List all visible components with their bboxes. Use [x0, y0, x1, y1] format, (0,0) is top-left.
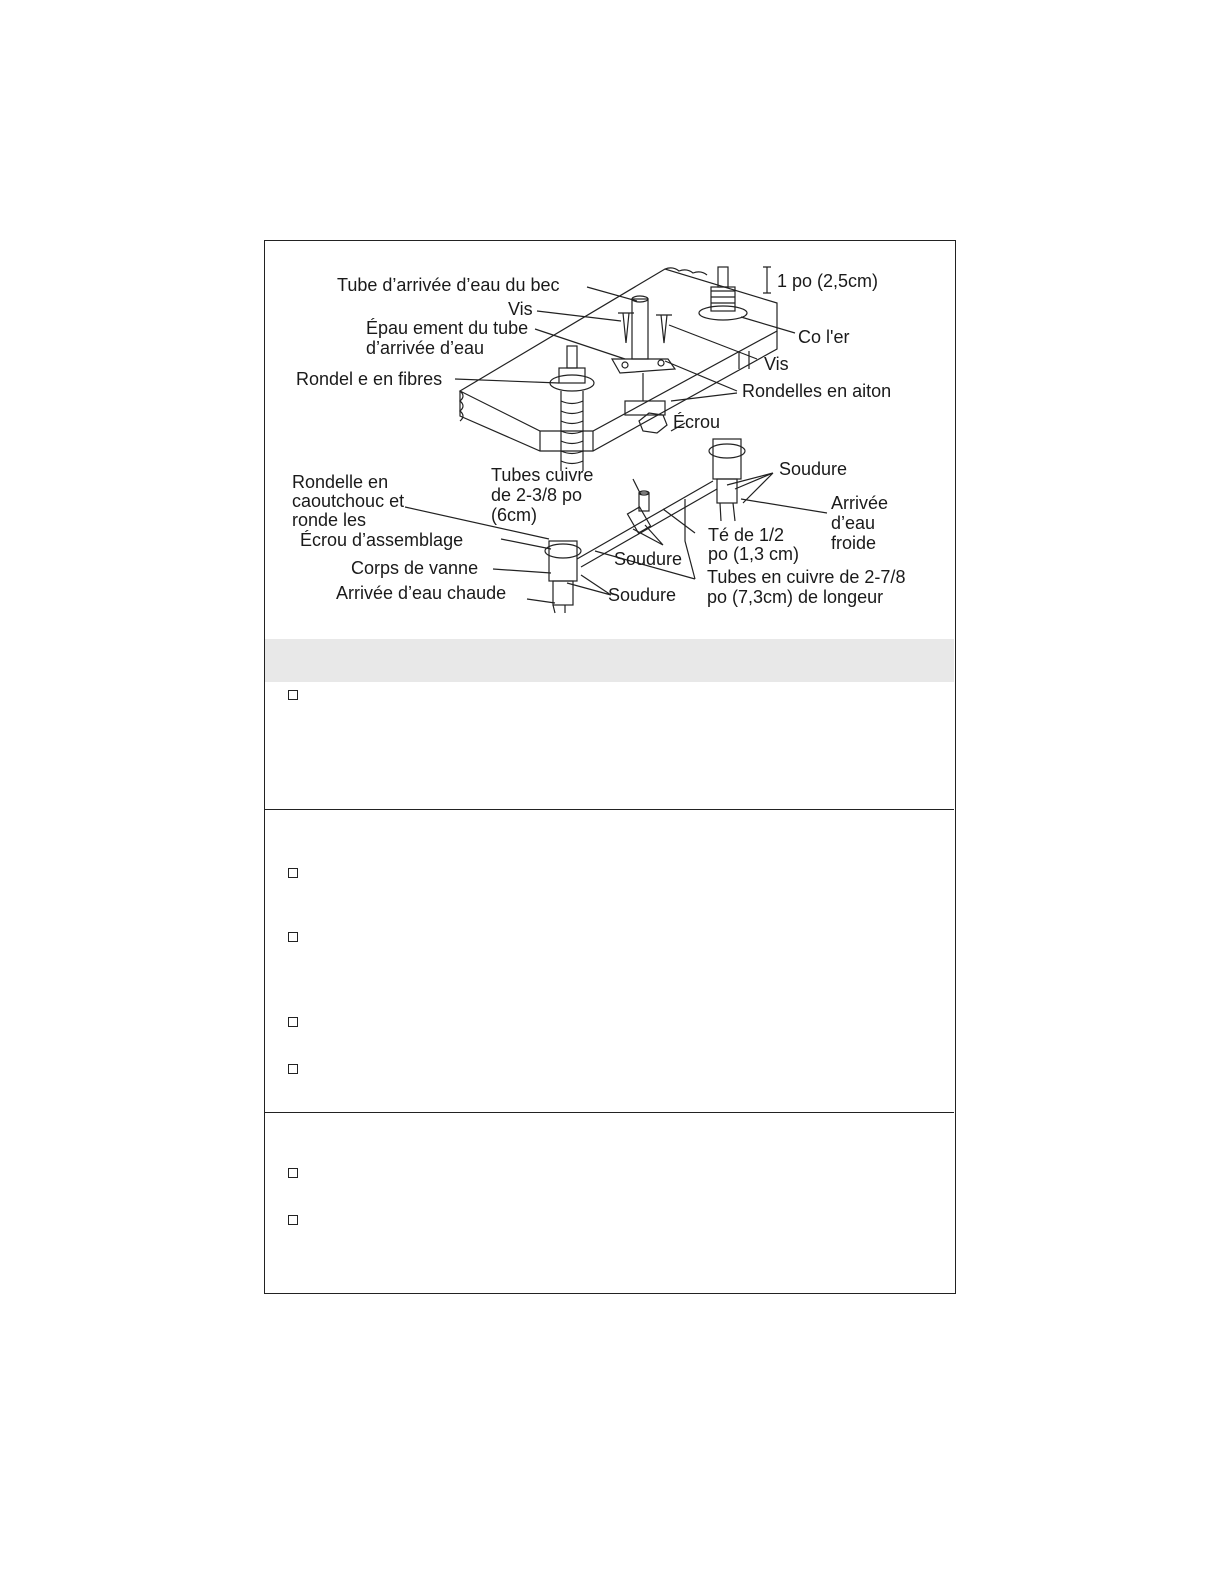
label-copper-tubes-long-1: Tubes en cuivre de 2-7/8 [707, 567, 906, 587]
checkbox[interactable] [288, 1064, 298, 1074]
right-valve-upper [699, 267, 749, 369]
label-rubber-washer-2: caoutchouc et [292, 491, 405, 511]
label-solder-right: Soudure [779, 459, 848, 479]
label-tube-shoulder-2: d’arrivée d’eau [366, 338, 485, 358]
label-screw-top: Vis [508, 299, 533, 319]
label-hot-supply: Arrivée d’eau chaude [336, 583, 507, 603]
label-copper-tubes-short-1: Tubes cuivre [491, 465, 594, 485]
label-solder-bottom: Soudure [608, 585, 677, 605]
checkbox[interactable] [288, 690, 298, 700]
label-copper-tubes-short-2: de 2-3/8 po [491, 485, 583, 505]
checkbox[interactable] [288, 1168, 298, 1178]
installation-diagram [265, 241, 954, 640]
checkbox[interactable] [288, 1215, 298, 1225]
label-collar: Co l'er [798, 327, 850, 347]
label-valve-body: Corps de vanne [351, 558, 479, 578]
label-cold-supply-2: d’eau [831, 513, 876, 533]
label-solder-middle: Soudure [614, 549, 683, 569]
label-spout-supply-tube: Tube d’arrivée d’eau du bec [337, 275, 560, 295]
counter-block-edge [460, 331, 777, 451]
label-tee-2: po (1,3 cm) [708, 544, 800, 564]
left-valve-upper [550, 346, 594, 471]
checklist-section-1 [265, 682, 954, 809]
label-tee-1: Té de 1/2 [708, 525, 785, 545]
label-brass-washers: Rondelles en aiton [742, 381, 892, 401]
counter-block-corner [540, 431, 593, 451]
label-fiber-washer: Rondel e en fibres [296, 369, 443, 389]
label-cold-supply-3: froide [831, 533, 877, 553]
instruction-frame [264, 240, 956, 1294]
label-assembly-nut: Écrou d’assemblage [300, 530, 464, 550]
label-copper-tubes-long-2: po (7,3cm) de longeur [707, 587, 884, 607]
label-rubber-washer-3: ronde les [292, 510, 367, 530]
section-header-band [265, 639, 954, 682]
checkbox[interactable] [288, 932, 298, 942]
spout-assembly [612, 296, 675, 433]
screws [618, 313, 672, 343]
checklist-section-2 [265, 810, 954, 1110]
label-cold-supply-1: Arrivée [831, 493, 889, 513]
checklist-section-3 [265, 1113, 954, 1283]
label-tube-shoulder-1: Épau ement du tube [366, 318, 529, 338]
label-nut: Écrou [673, 412, 721, 432]
checkbox[interactable] [288, 1017, 298, 1027]
label-copper-tubes-short-3: (6cm) [491, 505, 537, 525]
label-screw-right: Vis [764, 354, 789, 374]
label-rubber-washer-1: Rondelle en [292, 472, 389, 492]
label-one-inch: 1 po (2,5cm) [777, 271, 879, 291]
checkbox[interactable] [288, 868, 298, 878]
